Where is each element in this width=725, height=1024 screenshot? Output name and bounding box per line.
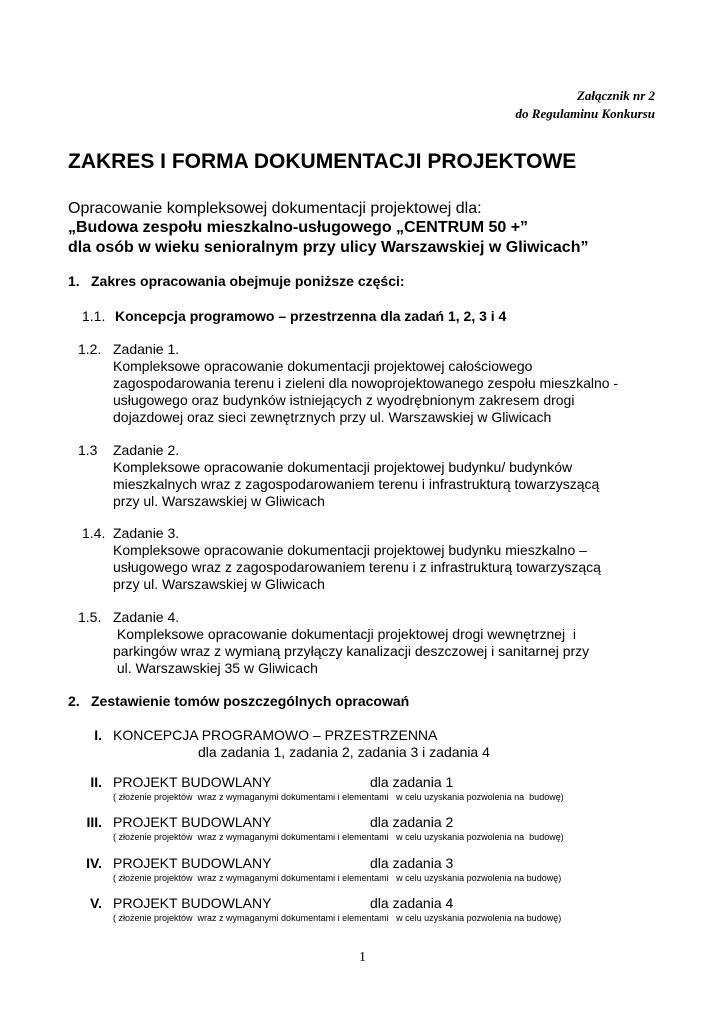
volume-roman: IV.: [86, 855, 102, 871]
volume-scope: dla zadania 1: [370, 774, 454, 790]
intro-line-1: Opracowanie kompleksowej dokumentacji projektowej dla:: [68, 200, 482, 217]
item-1-3-title: Zadanie 2.: [113, 442, 180, 458]
item-1-4-number: 1.4.: [82, 525, 106, 541]
item-1-2-line: zagospodarowania terenu i zieleni dla nowoprojektowanego zespołu mieszkalno -: [113, 375, 619, 391]
volume-scope: dla zadania 1, zadania 2, zadania 3 i zadania 4: [198, 744, 490, 760]
volume-note: ( złożenie projektów wraz z wymaganymi dokumentami i elementami w celu uzyskania pozwolenia na budowę): [113, 832, 564, 842]
volume-note: ( złożenie projektów wraz z wymaganymi dokumentami i elementami w celu uzyskania pozwolenia na budowę): [113, 873, 562, 883]
item-1-4-line: usługowego wraz z zagospodarowaniem terenu i z infrastrukturą towarzyszącą: [113, 559, 601, 575]
item-1-2-number: 1.2.: [78, 341, 102, 357]
volume-name: PROJEKT BUDOWLANY: [113, 774, 272, 790]
item-1-3-line: Kompleksowe opracowanie dokumentacji projektowej budynku/ budynków: [113, 459, 573, 475]
item-1-5-line: parkingów wraz z wymianą przyłączy kanalizacji deszczowej i sanitarnej przy: [113, 643, 590, 659]
volume-roman: V.: [90, 895, 102, 911]
volume-roman: I.: [94, 727, 102, 743]
volume-roman: III.: [86, 814, 102, 830]
item-1-4-line: Kompleksowe opracowanie dokumentacji projektowej budynku mieszkalno –: [113, 542, 587, 558]
item-1-3-line: mieszkalnych wraz z zagospodarowaniem terenu i infrastrukturą towarzyszącą: [113, 476, 600, 492]
item-1-1-text: Koncepcja programowo – przestrzenna dla zadań 1, 2, 3 i 4: [115, 308, 507, 324]
page-title: ZAKRES I FORMA DOKUMENTACJI PROJEKTOWE: [68, 150, 577, 173]
volume-name: PROJEKT BUDOWLANY: [113, 855, 272, 871]
volume-note: ( złożenie projektów wraz z wymaganymi dokumentami i elementami w celu uzyskania pozwolenia na budowę): [113, 913, 562, 923]
item-1-2-line: dojazdowej oraz sieci zewnętrznych przy ul. Warszawskiej w Gliwicach: [113, 409, 552, 425]
item-1-4-title: Zadanie 3.: [113, 525, 180, 541]
item-1-5-line: Kompleksowe opracowanie dokumentacji projektowej drogi wewnętrznej i: [113, 626, 577, 642]
item-1-2-line: usługowego oraz budynków istniejących z wyodrębnionym zakresem drogi: [113, 392, 575, 408]
section-2-number: 2.: [68, 693, 80, 709]
volume-name: PROJEKT BUDOWLANY: [113, 814, 272, 830]
item-1-3-line: przy ul. Warszawskiej w Gliwicach: [113, 493, 325, 509]
intro-line-2: „Budowa zespołu mieszkalno-usługowego „CENTRUM 50 +”: [68, 219, 529, 236]
volume-name: PROJEKT BUDOWLANY: [113, 895, 272, 911]
item-1-5-title: Zadanie 4.: [113, 609, 180, 625]
intro-line-3: dla osób w wieku senioralnym przy ulicy Warszawskiej w Gliwicach”: [68, 239, 589, 256]
item-1-3-number: 1.3: [78, 442, 98, 458]
volume-scope: dla zadania 2: [370, 814, 454, 830]
item-1-1-number: 1.1.: [82, 308, 106, 324]
section-2-heading: Zestawienie tomów poszczególnych opracowań: [91, 693, 410, 709]
section-1-heading: Zakres opracowania obejmuje poniższe części:: [91, 273, 405, 289]
item-1-2-line: Kompleksowe opracowanie dokumentacji projektowej całościowego: [113, 358, 533, 374]
volume-roman: II.: [90, 774, 102, 790]
page-number: 1: [359, 950, 366, 965]
item-1-4-line: przy ul. Warszawskiej w Gliwicach: [113, 576, 325, 592]
item-1-2-title: Zadanie 1.: [113, 341, 180, 357]
attachment-label: Załącznik nr 2: [576, 88, 655, 103]
section-1-number: 1.: [68, 273, 80, 289]
volume-scope: dla zadania 3: [370, 855, 454, 871]
volume-note: ( złożenie projektów wraz z wymaganymi dokumentami i elementami w celu uzyskania pozwolenia na budowę): [113, 792, 564, 802]
volume-scope: dla zadania 4: [370, 895, 454, 911]
regulation-label: do Regulaminu Konkursu: [515, 106, 655, 121]
volume-name: KONCEPCJA PROGRAMOWO – PRZESTRZENNA: [113, 727, 438, 743]
item-1-5-line: ul. Warszawskiej 35 w Gliwicach: [113, 660, 318, 676]
item-1-5-number: 1.5.: [78, 609, 102, 625]
